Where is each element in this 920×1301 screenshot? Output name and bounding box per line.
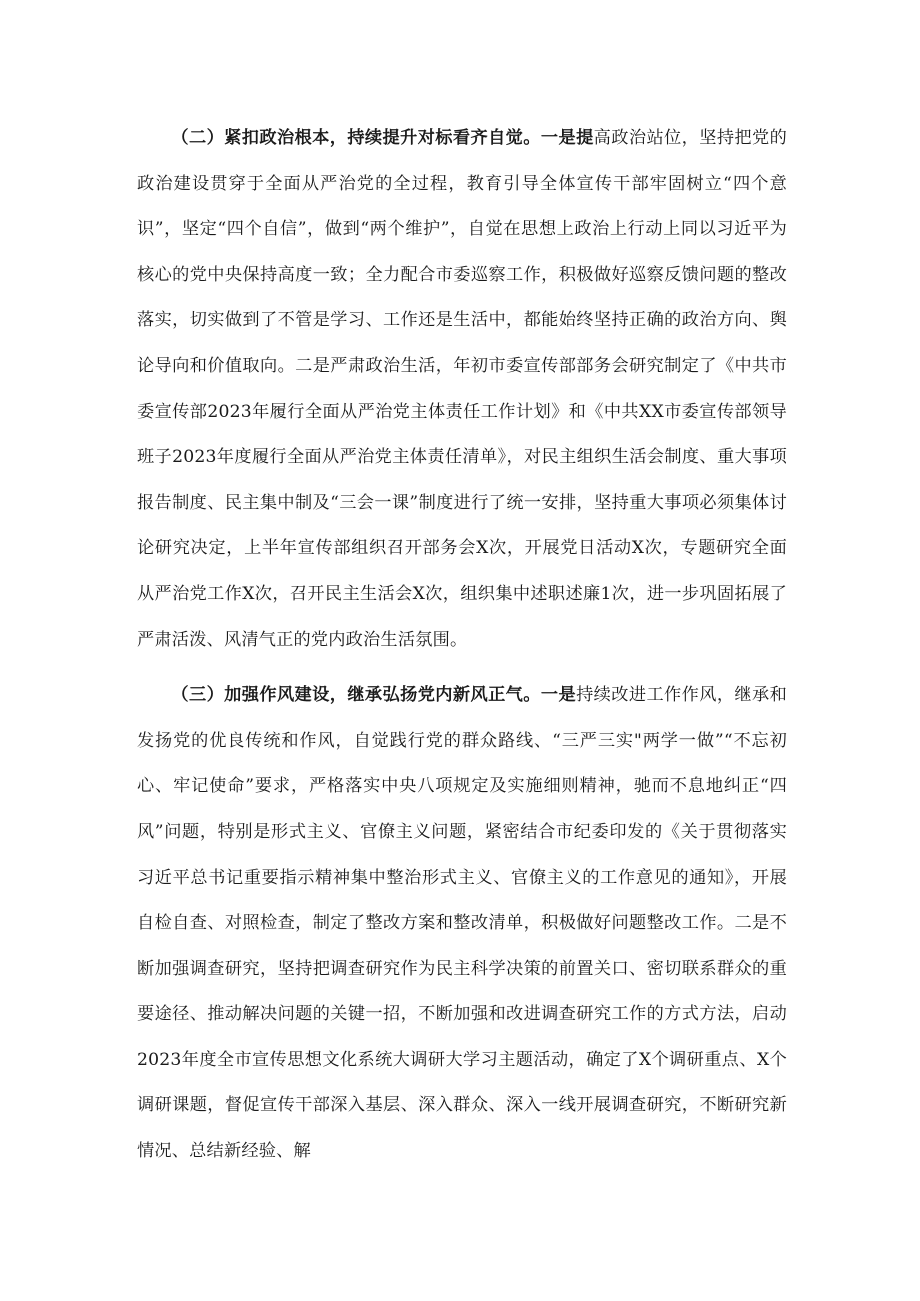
lead-phrase: 一是提 [540,128,594,148]
paragraph-work-style [137,673,787,1175]
paragraph-political-foundation [137,116,787,663]
paragraph-text: 高政治站位，坚持把党的政治建设贯穿于全面从严治党的全过程，教育引导全体宣传干部牢固树立“四个意识”，坚定“四个自信”，做到“两个维护”，自觉在思想上政治上行动上同以习近平为核心的党中央保持高度一致；全力配合市委巡察工作，积极做好巡察反馈问题的整改落实，切实做到了不管是学习、工作还是生活中，都能始终坚持正确的政治方向、舆论导向和价值取向。二是严肃政治生活，年初市委宣传部部务会研究制定了《中共市委宣传部2023年履行全面从严治党主体责任工作计划》和《中共XX市委宣传部领导班子2023年度履行全面从严治党主体责任清单》，对民主组织生活会制度、重大事项报告制度、民主集中制及“三会一课”制度进行了统一安排，坚持重大事项必须集体讨论研究决定，上半年宣传部组织召开部务会X次，开展党日活动X次，专题研究全面从严治党工作X次，召开民主生活会X次，组织集中述职述廉1次，进一步巩固拓展了严肃活泼、风清气正的党内政治生活氛围。 [137,128,788,650]
document-body [137,116,787,1175]
paragraph-text: 持续改进工作作风，继承和发扬党的优良传统和作风，自觉践行党的群众路线、“三严三实"两学一做”“不忘初心、牢记使命”要求，严格落实中央八项规定及实施细则精神，驰而不息地纠正“四风”问题，特别是形式主义、官僚主义问题，紧密结合市纪委印发的《关于贯彻落实习近平总书记重要指示精神集中整治形式主义、官僚主义的工作意见的通知》，开展自检自查、对照检查，制定了整改方案和整改清单，积极做好问题整改工作。二是不断加强调查研究，坚持把调查研究作为民主科学决策的前置关口、密切联系群众的重要途径、推动解决问题的关键一招，不断加强和改进调查研究工作的方式方法，启动2023年度全市宣传思想文化系统大调研大学习主题活动，确定了X个调研重点、X个调研课题，督促宣传干部深入基层、深入群众、深入一线开展调查研究，不断研究新情况、总结新经验、解 [137,685,788,1162]
section-heading: （二）紧扣政治根本，持续提升对标看齐自觉。 [171,128,541,148]
lead-phrase: 一是 [540,685,577,706]
section-heading: （三）加强作风建设，继承弘扬党内新风正气。 [171,685,541,706]
